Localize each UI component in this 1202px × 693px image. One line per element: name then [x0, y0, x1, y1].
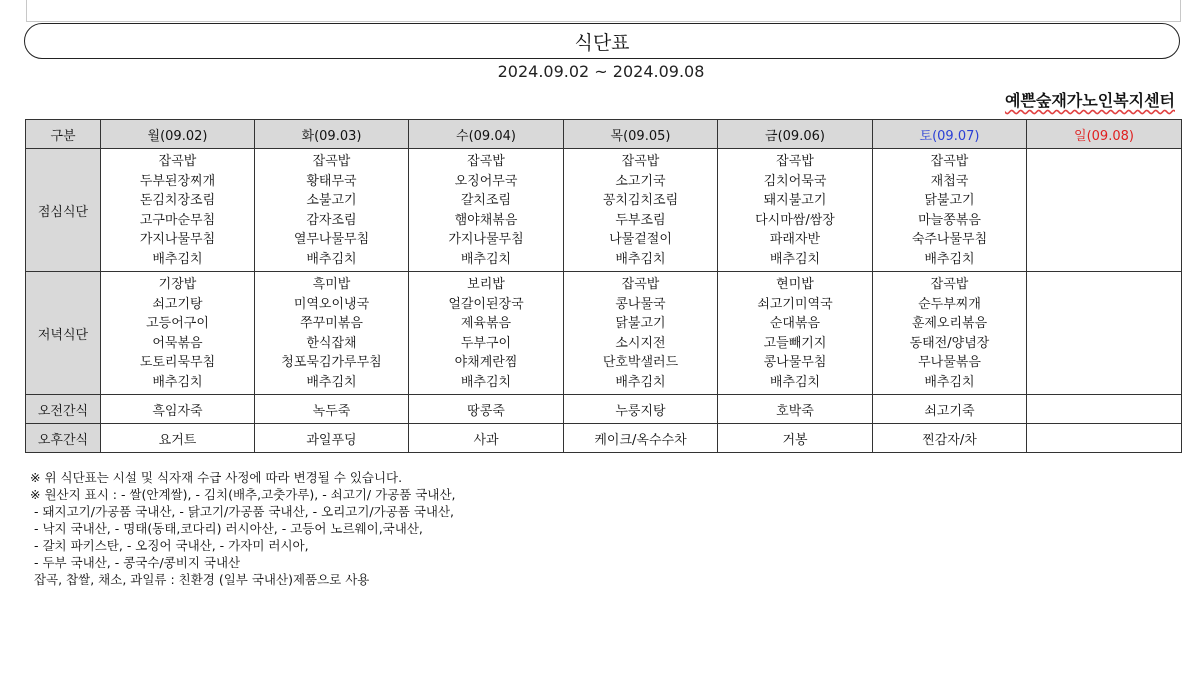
menu-item: 두부구이 — [460, 335, 512, 351]
menu-item: 한식잡채 — [306, 335, 357, 351]
menu-cell — [255, 149, 409, 272]
menu-item: 미역오이냉국 — [293, 296, 370, 312]
menu-item: 잡곡밥 — [930, 154, 969, 169]
note-line: - 돼지고기/가공품 국내산, - 닭고기/가공품 국내산, - 오리고기/가공품 국내산, — [30, 504, 455, 519]
day-header: 월(09.02) — [101, 120, 255, 149]
menu-item: 황태무국 — [306, 173, 357, 189]
menu-item: 순두부찌개 — [918, 296, 981, 312]
menu-row — [26, 272, 1182, 395]
menu-item: 잡곡밥 — [467, 154, 505, 169]
menu-item: 쇠고기탕 — [152, 296, 203, 312]
menu-cell: 흑임자죽 — [101, 395, 255, 424]
menu-table — [25, 119, 1182, 453]
menu-item: 흑미밥 — [312, 277, 351, 292]
center-name: 예쁜숲재가노인복지센터 — [1004, 91, 1175, 110]
menu-item: 콩나물국 — [615, 296, 666, 312]
menu-item: 김치어묵국 — [763, 173, 827, 189]
menu-item: 갈치조림 — [460, 193, 512, 208]
menu-item: 가지나물무침 — [448, 232, 524, 247]
menu-item: 야채계란찜 — [454, 355, 518, 370]
menu-item: 배추김치 — [924, 374, 975, 390]
day-header-sunday: 일(09.08) — [1027, 120, 1182, 149]
menu-cell — [564, 149, 718, 272]
menu-item: 열무나물무침 — [293, 232, 370, 247]
menu-item: 배추김치 — [769, 374, 821, 390]
day-header-saturday: 토(09.07) — [873, 120, 1027, 149]
menu-item: 잡곡밥 — [312, 154, 351, 169]
menu-cell — [409, 149, 564, 272]
menu-cell: 누룽지탕 — [564, 395, 718, 424]
menu-cell: 거봉 — [718, 424, 873, 453]
menu-cell: 과일푸딩 — [255, 424, 409, 453]
menu-item: 고등어구이 — [146, 316, 209, 331]
note-line: 잡곡, 찹쌀, 채소, 과일류 : 친환경 (일부 국내산)제품으로 사용 — [30, 572, 370, 587]
menu-item: 햄야채볶음 — [454, 212, 518, 228]
menu-item: 무나물볶음 — [918, 355, 981, 370]
menu-cell — [718, 149, 873, 272]
menu-item: 마늘쫑볶음 — [918, 212, 981, 228]
menu-cell: 호박죽 — [718, 395, 873, 424]
row-header: 저녁식단 — [26, 272, 101, 395]
menu-cell: 사과 — [409, 424, 564, 453]
menu-cell — [873, 149, 1027, 272]
menu-cell: 녹두죽 — [255, 395, 409, 424]
menu-item: 훈제오리볶음 — [911, 316, 988, 331]
menu-item: 나물겉절이 — [609, 232, 672, 247]
menu-item: 감자조림 — [306, 212, 357, 228]
menu-cell — [1027, 395, 1182, 424]
menu-cell — [255, 272, 409, 395]
menu-item: 꽁치김치조림 — [602, 193, 679, 208]
note-line: - 갈치 파키스탄, - 오징어 국내산, - 가자미 러시아, — [30, 538, 309, 553]
menu-item: 잡곡밥 — [621, 277, 660, 292]
row-header: 점심식단 — [26, 149, 101, 272]
note-line: - 낙지 국내산, - 명태(동태,코다리) 러시아산, - 고등어 노르웨이,국내산, — [30, 521, 423, 536]
menu-item: 숙주나물무침 — [911, 232, 988, 247]
menu-item: 동태전/양념장 — [909, 335, 990, 351]
menu-row — [26, 395, 1182, 424]
menu-cell: 케이크/옥수수차 — [564, 424, 718, 453]
menu-item: 쇠고기미역국 — [757, 296, 833, 312]
menu-item: 배추김치 — [924, 251, 975, 267]
menu-item: 어묵볶음 — [152, 335, 203, 351]
menu-item: 소불고기 — [306, 193, 357, 208]
menu-item: 배추김치 — [152, 251, 203, 267]
menu-item: 잡곡밥 — [930, 277, 969, 292]
row-header: 오후간식 — [26, 424, 101, 453]
menu-item: 청포묵김가루무침 — [281, 355, 382, 370]
row-header: 오전간식 — [26, 395, 101, 424]
menu-item: 순대볶음 — [769, 316, 821, 331]
page-title: 식단표 — [574, 31, 630, 54]
menu-item: 보리밥 — [467, 277, 505, 292]
menu-period: 2024.09.02 ~ 2024.09.08 — [497, 62, 705, 81]
day-header: 목(09.05) — [564, 120, 718, 149]
day-header: 수(09.04) — [409, 120, 564, 149]
menu-item: 잡곡밥 — [621, 154, 660, 169]
note-line: ※ 원산지 표시 : - 쌀(안계쌀), - 김치(배추,고춧가루), - 쇠고기/ 가공품 국내산, — [30, 487, 456, 502]
menu-cell: 요거트 — [101, 424, 255, 453]
menu-cell — [1027, 149, 1182, 272]
menu-item: 잡곡밥 — [158, 154, 197, 169]
menu-item: 현미밥 — [776, 277, 814, 292]
menu-item: 소시지전 — [615, 335, 666, 351]
menu-item: 고구마순무침 — [139, 212, 216, 228]
menu-cell — [101, 272, 255, 395]
menu-item: 배추김치 — [615, 374, 666, 390]
note-line: ※ 위 식단표는 시설 및 식자재 수급 사정에 따라 변경될 수 있습니다. — [30, 470, 403, 485]
menu-item: 돼지불고기 — [763, 193, 827, 208]
page-title-box — [24, 23, 1180, 59]
menu-item: 기장밥 — [158, 277, 197, 292]
menu-item: 고들빼기지 — [763, 335, 827, 351]
menu-item: 재첩국 — [930, 173, 969, 189]
menu-item: 배추김치 — [769, 251, 821, 267]
corner-header: 구분 — [26, 120, 101, 149]
menu-cell — [1027, 424, 1182, 453]
menu-item: 돈김치장조림 — [139, 193, 216, 208]
menu-item: 소고기국 — [615, 173, 666, 189]
menu-item: 배추김치 — [306, 374, 357, 390]
menu-item: 배추김치 — [306, 251, 357, 267]
menu-item: 다시마쌈/쌈장 — [755, 212, 835, 228]
menu-item: 배추김치 — [152, 374, 203, 390]
menu-row — [26, 424, 1182, 453]
menu-item: 가지나물무침 — [139, 232, 216, 247]
menu-item: 닭불고기 — [924, 193, 975, 208]
menu-cell — [1027, 272, 1182, 395]
menu-cell: 쇠고기죽 — [873, 395, 1027, 424]
menu-item: 오징어무국 — [454, 173, 518, 189]
menu-item: 도토리묵무침 — [139, 355, 216, 370]
menu-item: 잡곡밥 — [776, 154, 814, 169]
day-header: 금(09.06) — [718, 120, 873, 149]
menu-item: 닭불고기 — [615, 316, 666, 331]
menu-item: 배추김치 — [615, 251, 666, 267]
menu-cell — [409, 272, 564, 395]
day-header: 화(09.03) — [255, 120, 409, 149]
menu-cell: 땅콩죽 — [409, 395, 564, 424]
menu-item: 단호박샐러드 — [602, 355, 679, 370]
page-top-border — [26, 0, 1181, 22]
menu-item: 얼갈이된장국 — [448, 296, 524, 312]
menu-item: 두부된장찌개 — [139, 173, 216, 189]
menu-cell — [718, 272, 873, 395]
menu-cell — [564, 272, 718, 395]
menu-cell: 찐감자/차 — [873, 424, 1027, 453]
menu-cell — [873, 272, 1027, 395]
menu-row — [26, 149, 1182, 272]
menu-item: 콩나물무침 — [763, 355, 827, 370]
menu-item: 배추김치 — [460, 374, 512, 390]
note-line: - 두부 국내산, - 콩국수/콩비지 국내산 — [30, 555, 241, 570]
menu-item: 제육볶음 — [460, 316, 512, 331]
header-row — [26, 120, 1182, 149]
menu-item: 두부조림 — [615, 212, 666, 228]
menu-item: 쭈꾸미볶음 — [300, 316, 363, 331]
menu-cell — [101, 149, 255, 272]
notes-section — [30, 469, 1180, 588]
menu-item: 배추김치 — [460, 251, 512, 267]
menu-item: 파래자반 — [769, 232, 821, 247]
